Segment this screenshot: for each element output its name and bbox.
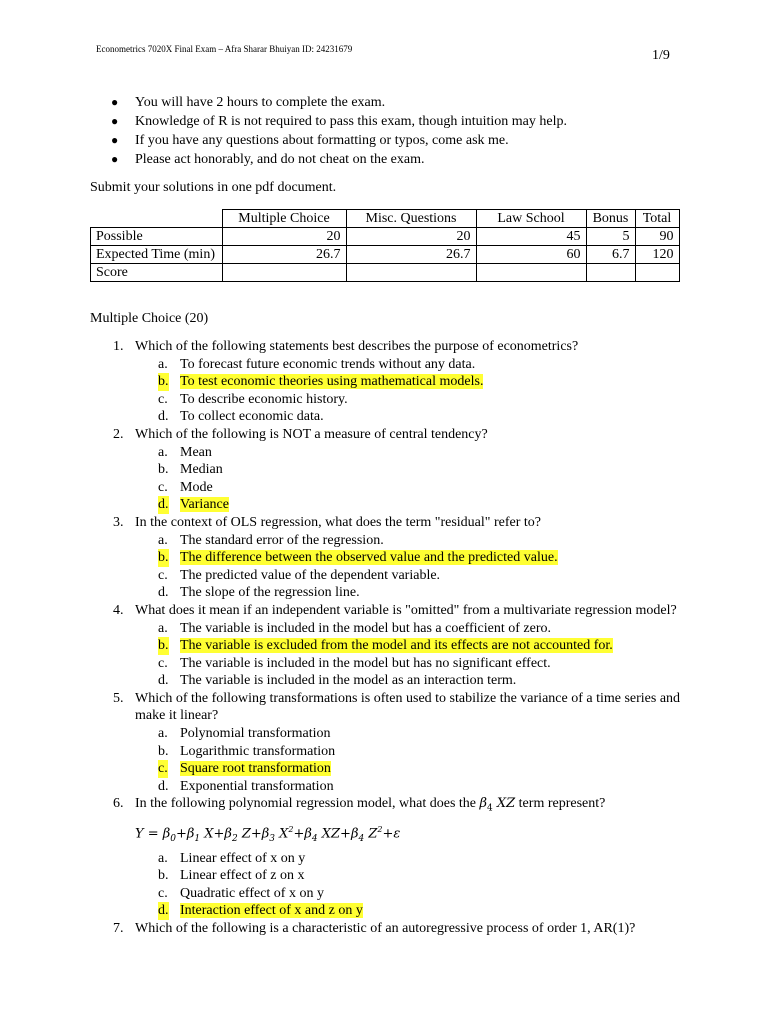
page-number: 1/9	[652, 48, 670, 63]
answer-option	[90, 743, 690, 761]
table-header-cell: Bonus	[586, 210, 635, 228]
score-cell[interactable]	[476, 264, 586, 282]
answer-option	[90, 655, 690, 673]
question-number: 7.	[113, 920, 124, 936]
option-letter: b.	[158, 374, 169, 390]
answer-option	[90, 850, 690, 868]
list-item	[111, 150, 567, 169]
bullet-icon: ●	[111, 114, 119, 128]
option-text: The variable is included in the model but has no significant effect.	[180, 655, 551, 671]
table-cell: 26.7	[346, 246, 476, 264]
bullet-icon: ●	[111, 95, 119, 109]
instruction-text: You will have 2 hours to complete the exam.	[135, 95, 386, 110]
table-header-cell: Law School	[476, 210, 586, 228]
answer-option-selected	[90, 902, 690, 920]
question-text: What does it mean if an independent variable is "omitted" from a multivariate regression model?	[135, 602, 677, 618]
option-letter: b.	[158, 868, 169, 884]
score-cell[interactable]	[222, 264, 346, 282]
option-letter: c.	[158, 655, 168, 671]
submit-note: Submit your solutions in one pdf document.	[90, 180, 337, 195]
option-letter: d.	[158, 903, 169, 919]
list-item	[111, 93, 567, 112]
option-text: To forecast future economic trends without any data.	[180, 356, 476, 372]
option-letter: a.	[158, 726, 168, 742]
question-number: 1.	[113, 339, 124, 354]
table-cell: 45	[476, 228, 586, 246]
option-letter: a.	[158, 620, 168, 636]
option-text: Polynomial transformation	[180, 726, 331, 742]
bullet-icon: ●	[111, 133, 119, 147]
answer-option	[90, 391, 690, 409]
option-text: The slope of the regression line.	[180, 585, 360, 601]
table-row-label: Expected Time (min)	[91, 246, 223, 264]
option-letter: a.	[158, 532, 168, 548]
answer-option	[90, 885, 690, 903]
answer-option	[90, 584, 690, 602]
option-text: The difference between the observed value and the predicted value.	[180, 550, 558, 566]
table-row-label: Possible	[91, 228, 223, 246]
table-cell: 6.7	[586, 246, 635, 264]
option-letter: c.	[158, 479, 168, 495]
option-text: Interaction effect of x and z on y	[180, 903, 363, 919]
option-text: Mean	[180, 444, 212, 460]
answer-option	[90, 444, 690, 462]
answer-option	[90, 725, 690, 743]
table-row	[91, 264, 680, 282]
table-cell: 20	[222, 228, 346, 246]
question	[90, 690, 690, 725]
option-text: Exponential transformation	[180, 778, 334, 794]
option-letter: b.	[158, 743, 169, 759]
list-item	[111, 112, 567, 131]
option-letter: d.	[158, 585, 169, 601]
option-letter: a.	[158, 356, 168, 372]
question-text: In the following polynomial regression model, what does the	[135, 796, 476, 812]
question	[90, 426, 690, 444]
option-text: The variable is included in the model as an interaction term.	[180, 673, 517, 689]
option-text: To collect economic data.	[180, 409, 324, 425]
answer-option	[90, 567, 690, 585]
section-title: Multiple Choice (20)	[90, 311, 209, 326]
option-text: To test economic theories using mathematical models.	[180, 374, 484, 390]
question-text: Which of the following is a characteristic of an autoregressive process of order 1, AR(1)?	[135, 920, 636, 936]
option-text: The predicted value of the dependent variable.	[180, 567, 441, 583]
option-letter: b.	[158, 638, 169, 654]
option-text: Square root transformation	[180, 761, 331, 777]
option-text: The standard error of the regression.	[180, 532, 384, 548]
option-letter: d.	[158, 409, 169, 425]
option-letter: c.	[158, 391, 168, 407]
option-text: Logarithmic transformation	[180, 743, 336, 759]
answer-option-selected	[90, 496, 690, 514]
table-header-cell: Total	[635, 210, 679, 228]
answer-option	[90, 461, 690, 479]
question-number: 5.	[113, 690, 124, 706]
option-letter: c.	[158, 761, 168, 777]
question-number: 3.	[113, 514, 124, 530]
option-letter: c.	[158, 885, 168, 901]
table-corner-cell	[91, 210, 223, 228]
beta4-xz-term: $\beta_4$ XZ	[479, 796, 516, 815]
instruction-text: Please act honorably, and do not cheat on the exam.	[135, 152, 425, 167]
score-cell[interactable]	[635, 264, 679, 282]
instruction-text: Knowledge of R is not required to pass this exam, though intuition may help.	[135, 114, 567, 129]
option-letter: b.	[158, 550, 169, 566]
answer-option	[90, 672, 690, 690]
score-cell[interactable]	[586, 264, 635, 282]
answer-option	[90, 620, 690, 638]
answer-option	[90, 532, 690, 550]
table-header-cell: Misc. Questions	[346, 210, 476, 228]
regression-formula: $Y = \beta_0+\beta_1$ $X+\beta_2$ $Z+\beta_3$ $X^2+\beta_4$ $XZ+\beta_4$ $Z^2+\varepsilon$	[135, 824, 401, 844]
option-letter: a.	[158, 444, 168, 460]
table-row	[91, 228, 680, 246]
option-text: Mode	[180, 479, 213, 495]
question-text: Which of the following statements best describes the purpose of econometrics?	[135, 339, 579, 354]
instruction-text: If you have any questions about formatting or typos, come ask me.	[135, 133, 509, 148]
question-number: 2.	[113, 426, 124, 442]
option-text: Median	[180, 462, 223, 478]
table-cell: 90	[635, 228, 679, 246]
table-row	[91, 246, 680, 264]
option-text: Linear effect of z on x	[180, 868, 305, 884]
option-text: The variable is included in the model but has a coefficient of zero.	[180, 620, 551, 636]
answer-option	[90, 778, 690, 796]
option-text: Quadratic effect of x on y	[180, 885, 324, 901]
question	[90, 514, 690, 532]
option-text: Linear effect of x on y	[180, 850, 306, 866]
question-text: In the context of OLS regression, what does the term "residual" refer to?	[135, 514, 542, 530]
question-number: 6.	[113, 796, 124, 812]
answer-option	[90, 479, 690, 497]
answer-option	[90, 867, 690, 885]
option-text: The variable is excluded from the model and its effects are not accounted for.	[180, 638, 613, 654]
question	[90, 338, 690, 356]
table-cell: 26.7	[222, 246, 346, 264]
answer-option-selected	[90, 549, 690, 567]
answer-option-selected	[90, 760, 690, 778]
question-number: 4.	[113, 602, 124, 618]
question-text: Which of the following is NOT a measure of central tendency?	[135, 426, 488, 442]
option-letter: d.	[158, 673, 169, 689]
table-cell: 60	[476, 246, 586, 264]
table-cell: 120	[635, 246, 679, 264]
question	[90, 602, 690, 620]
score-cell[interactable]	[346, 264, 476, 282]
question	[90, 795, 690, 818]
option-letter: d.	[158, 497, 169, 513]
answer-option-selected	[90, 637, 690, 655]
table-header-row	[91, 210, 680, 228]
document-header: Econometrics 7020X Final Exam – Afra Sharar Bhuiyan ID: 24231679	[96, 44, 353, 54]
bullet-icon: ●	[111, 152, 119, 166]
table-row-label: Score	[91, 264, 223, 282]
score-table	[90, 209, 680, 282]
table-cell: 20	[346, 228, 476, 246]
instruction-list	[111, 93, 567, 169]
table-cell: 5	[586, 228, 635, 246]
option-letter: b.	[158, 462, 169, 478]
question	[90, 920, 690, 938]
answer-option	[90, 408, 690, 426]
option-letter: a.	[158, 850, 168, 866]
question-text: Which of the following transformations is often used to stabilize the variance of a time series and make it linear?	[135, 690, 681, 724]
answer-option-selected	[90, 373, 690, 391]
option-letter: d.	[158, 778, 169, 794]
question-list	[90, 338, 690, 938]
option-letter: c.	[158, 567, 168, 583]
answer-option	[90, 356, 690, 374]
question-text: term represent?	[518, 796, 606, 812]
option-text: To describe economic history.	[180, 391, 348, 407]
option-text: Variance	[180, 497, 229, 513]
list-item	[111, 131, 567, 150]
table-header-cell: Multiple Choice	[222, 210, 346, 228]
